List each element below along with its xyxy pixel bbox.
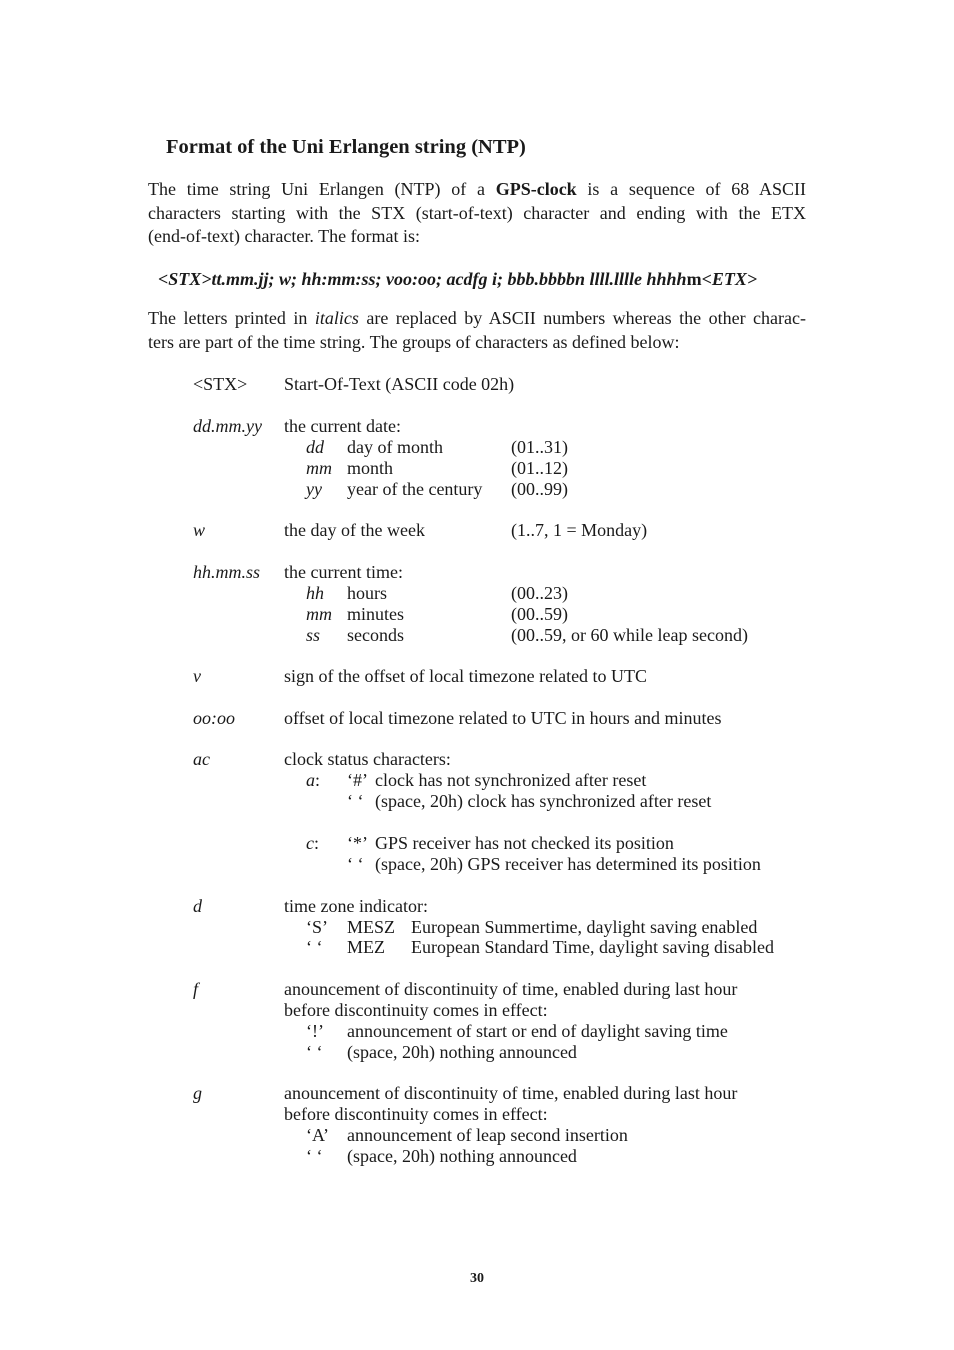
sub-code-dd: dd (306, 437, 324, 457)
status-a1-text: clock has not synchronized after reset (375, 770, 647, 790)
status-a-label (306, 770, 320, 791)
status-a1-quote: ‘#’ (347, 770, 368, 790)
g-space-text: (space, 20h) nothing announced (347, 1146, 577, 1166)
g-a-quote: ‘A’ (306, 1125, 329, 1145)
f-excl-quote: ‘!’ (306, 1021, 324, 1041)
status-c2-quote: ‘ ‘ (347, 854, 364, 874)
code-stx: <STX> (193, 374, 248, 394)
code-date: dd.mm.yy (193, 416, 262, 436)
desc-g-2: before discontinuity comes in effect: (284, 1104, 548, 1124)
tz-space-quote: ‘ ‘ (306, 937, 323, 957)
status-a2-quote: ‘ ‘ (347, 791, 364, 811)
desc-week: the day of the week (284, 520, 425, 540)
status-c-label (306, 833, 319, 854)
intro-text: The time string Uni Erlangen (NTP) of a (148, 179, 496, 199)
sub-desc-hh: hours (347, 583, 387, 603)
sub-desc-mm: month (347, 458, 394, 478)
letters-text: The letters printed in (148, 308, 315, 328)
format-etx: <ETX> (701, 269, 758, 289)
desc-f-1: anouncement of discontinuity of time, enabled during last hour (284, 979, 738, 999)
range-week: (1..7, 1 = Monday) (511, 520, 648, 540)
status-c1-text: GPS receiver has not checked its position (375, 833, 674, 853)
range-mm: (01..12) (511, 458, 568, 478)
code-status: ac (193, 749, 210, 769)
g-space-quote: ‘ ‘ (306, 1146, 323, 1166)
status-c2-text: (space, 20h) GPS receiver has determined its position (375, 854, 761, 874)
page-number: 30 (470, 1271, 484, 1286)
intro-text: is a sequence of 68 ASCII (576, 179, 806, 199)
code-tz: d (193, 896, 202, 916)
sub-code-mm: mm (306, 458, 332, 478)
desc-stx: Start-Of-Text (ASCII code 02h) (284, 374, 515, 394)
status-c1-quote: ‘*’ (347, 833, 368, 853)
sub-code-ss: ss (306, 625, 321, 645)
f-space-text: (space, 20h) nothing announced (347, 1042, 577, 1062)
range-min: (00..59) (511, 604, 568, 624)
range-dd: (01..31) (511, 437, 568, 457)
code-offset: oo:oo (193, 708, 235, 728)
intro-paragraph (148, 178, 806, 249)
status-a-colon: : (315, 770, 321, 790)
f-space-quote: ‘ ‘ (306, 1042, 323, 1062)
sub-desc-min: minutes (347, 604, 404, 624)
range-ss: (00..59, or 60 while leap second) (511, 625, 748, 645)
f-excl-text: announcement of start or end of daylight saving time (347, 1021, 728, 1041)
sub-desc-dd: day of month (347, 437, 443, 457)
intro-line-1 (148, 178, 806, 202)
desc-time: the current time: (284, 562, 403, 582)
range-yy: (00..99) (511, 479, 568, 499)
status-a2-text: (space, 20h) clock has synchronized after reset (375, 791, 712, 811)
letters-line-2: ters are part of the time string. The groups of characters as defined below: (148, 331, 680, 352)
sub-code-yy: yy (306, 479, 322, 499)
desc-f-2: before discontinuity comes in effect: (284, 1000, 548, 1020)
code-f: f (193, 979, 199, 999)
desc-date: the current date: (284, 416, 401, 436)
intro-line-2: characters starting with the STX (start-of-text) character and ending with the ETX (148, 202, 806, 223)
letters-paragraph (148, 307, 806, 354)
letters-line-1 (148, 307, 806, 331)
format-m: m (686, 269, 702, 289)
desc-sign: sign of the offset of local timezone related to UTC (284, 666, 648, 686)
sub-desc-yy: year of the century (347, 479, 483, 499)
code-g: g (193, 1083, 202, 1103)
code-time: hh.mm.ss (193, 562, 261, 582)
desc-g-1: anouncement of discontinuity of time, enabled during last hour (284, 1083, 738, 1103)
status-c-letter: c (306, 833, 314, 853)
section-title: Format of the Uni Erlangen string (NTP) (166, 136, 526, 158)
tz-s-abbr: MESZ (347, 917, 396, 937)
tz-space-text: European Standard Time, daylight saving disabled (411, 937, 774, 957)
format-string (158, 267, 757, 291)
sub-desc-ss: seconds (347, 625, 404, 645)
g-a-text: announcement of leap second insertion (347, 1125, 628, 1145)
tz-s-quote: ‘S’ (306, 917, 328, 937)
desc-tz: time zone indicator: (284, 896, 428, 916)
format-stx: <STX> (158, 269, 212, 289)
sub-code-min: mm (306, 604, 332, 624)
sub-code-hh: hh (306, 583, 324, 603)
status-c-colon: : (314, 833, 320, 853)
tz-s-text: European Summertime, daylight saving enabled (411, 917, 758, 937)
tz-space-abbr: MEZ (347, 937, 385, 957)
desc-offset: offset of local timezone related to UTC in hours and minutes (284, 708, 722, 728)
format-body: tt.mm.jj; w; hh:mm:ss; voo:oo; acdfg i; bbb.bbbbn llll.lllle hhhh (211, 269, 687, 289)
desc-status: clock status characters: (284, 749, 451, 769)
letters-text: are replaced by ASCII numbers whereas the other charac- (358, 308, 807, 328)
italics-term: italics (314, 308, 359, 328)
status-a-letter: a (306, 770, 315, 790)
code-week: w (193, 520, 206, 540)
intro-line-3: (end-of-text) character. The format is: (148, 226, 421, 246)
gps-clock-term: GPS-clock (495, 179, 577, 199)
code-sign: v (193, 666, 201, 686)
range-hh: (00..23) (511, 583, 568, 603)
